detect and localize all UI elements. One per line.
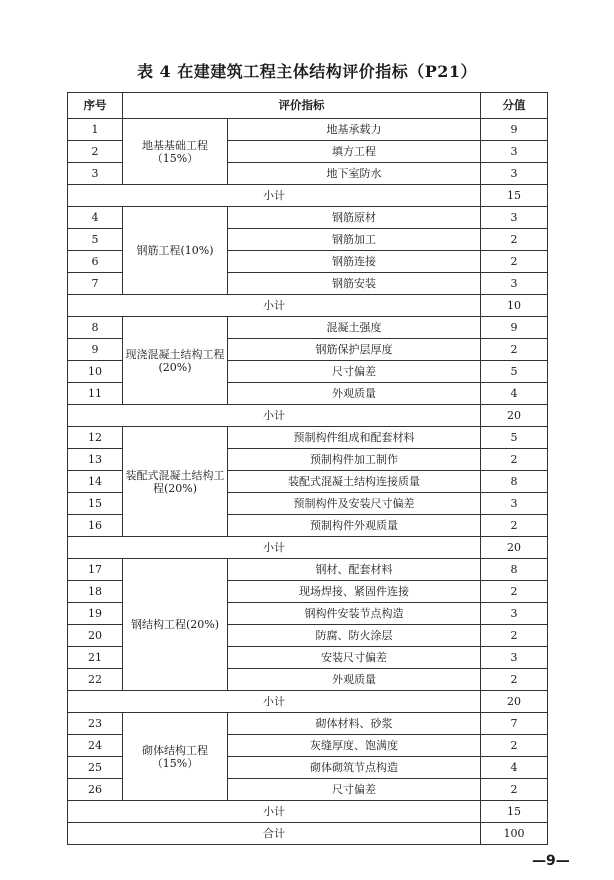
- indicator-item: 尺寸偏差: [228, 779, 481, 801]
- indicator-item: 装配式混凝土结构连接质量: [228, 471, 481, 493]
- indicator-item: 钢材、配套材料: [228, 559, 481, 581]
- table-body: [68, 119, 548, 845]
- row-number: 18: [68, 581, 123, 603]
- row-number: 5: [68, 229, 123, 251]
- indicator-item: 砌体材料、砂浆: [228, 713, 481, 735]
- score-value: 3: [481, 647, 548, 669]
- subtotal-row: [68, 691, 548, 713]
- score-value: 2: [481, 515, 548, 537]
- subtotal-value: 10: [481, 295, 548, 317]
- indicator-item: 尺寸偏差: [228, 361, 481, 383]
- indicator-item: 地下室防水: [228, 163, 481, 185]
- indicator-item: 现场焊接、紧固件连接: [228, 581, 481, 603]
- score-value: 8: [481, 559, 548, 581]
- score-value: 3: [481, 273, 548, 295]
- score-value: 2: [481, 625, 548, 647]
- subtotal-value: 15: [481, 801, 548, 823]
- subtotal-label: 小计: [68, 691, 481, 713]
- indicator-item: 钢筋安装: [228, 273, 481, 295]
- table-row: [68, 119, 548, 141]
- subtotal-label: 小计: [68, 801, 481, 823]
- header-indicator: 评价指标: [123, 93, 481, 119]
- category-cell: 装配式混凝土结构工程(20%): [123, 427, 228, 537]
- table-row: [68, 207, 548, 229]
- row-number: 24: [68, 735, 123, 757]
- subtotal-value: 20: [481, 691, 548, 713]
- page-title: 表 4 在建建筑工程主体结构评价指标（P21）: [136, 62, 478, 81]
- category-cell: 现浇混凝土结构工程(20%): [123, 317, 228, 405]
- table-header-row: [68, 93, 548, 119]
- score-value: 4: [481, 383, 548, 405]
- score-value: 2: [481, 735, 548, 757]
- subtotal-value: 20: [481, 405, 548, 427]
- row-number: 16: [68, 515, 123, 537]
- indicator-item: 钢筋加工: [228, 229, 481, 251]
- score-value: 3: [481, 141, 548, 163]
- subtotal-row: [68, 405, 548, 427]
- row-number: 20: [68, 625, 123, 647]
- subtotal-row: [68, 801, 548, 823]
- indicator-item: 外观质量: [228, 383, 481, 405]
- indicator-item: 填方工程: [228, 141, 481, 163]
- subtotal-row: [68, 537, 548, 559]
- evaluation-table: [67, 92, 548, 845]
- score-value: 2: [481, 449, 548, 471]
- indicator-item: 钢构件安装节点构造: [228, 603, 481, 625]
- subtotal-value: 15: [481, 185, 548, 207]
- row-number: 10: [68, 361, 123, 383]
- indicator-item: 钢筋保护层厚度: [228, 339, 481, 361]
- score-value: 8: [481, 471, 548, 493]
- indicator-item: 混凝土强度: [228, 317, 481, 339]
- score-value: 3: [481, 163, 548, 185]
- total-value: 100: [481, 823, 548, 845]
- category-cell: 钢结构工程(20%): [123, 559, 228, 691]
- score-value: 5: [481, 361, 548, 383]
- header-seq: 序号: [68, 93, 123, 119]
- row-number: 26: [68, 779, 123, 801]
- category-cell: 地基基础工程（15%）: [123, 119, 228, 185]
- subtotal-label: 小计: [68, 185, 481, 207]
- indicator-item: 安装尺寸偏差: [228, 647, 481, 669]
- category-cell: 钢筋工程(10%): [123, 207, 228, 295]
- row-number: 8: [68, 317, 123, 339]
- total-label: 合计: [68, 823, 481, 845]
- indicator-item: 防腐、防火涂层: [228, 625, 481, 647]
- indicator-item: 预制构件及安装尺寸偏差: [228, 493, 481, 515]
- score-value: 2: [481, 779, 548, 801]
- indicator-item: 钢筋连接: [228, 251, 481, 273]
- subtotal-row: [68, 295, 548, 317]
- row-number: 9: [68, 339, 123, 361]
- row-number: 12: [68, 427, 123, 449]
- score-value: 9: [481, 119, 548, 141]
- indicator-item: 钢筋原材: [228, 207, 481, 229]
- row-number: 22: [68, 669, 123, 691]
- indicator-item: 预制构件外观质量: [228, 515, 481, 537]
- table-row: [68, 427, 548, 449]
- indicator-item: 砌体砌筑节点构造: [228, 757, 481, 779]
- table-row: [68, 559, 548, 581]
- header-score: 分值: [481, 93, 548, 119]
- indicator-item: 灰缝厚度、饱满度: [228, 735, 481, 757]
- score-value: 2: [481, 581, 548, 603]
- row-number: 21: [68, 647, 123, 669]
- row-number: 1: [68, 119, 123, 141]
- total-row: [68, 823, 548, 845]
- row-number: 25: [68, 757, 123, 779]
- score-value: 3: [481, 207, 548, 229]
- score-value: 5: [481, 427, 548, 449]
- score-value: 2: [481, 251, 548, 273]
- subtotal-value: 20: [481, 537, 548, 559]
- table-row: [68, 317, 548, 339]
- row-number: 15: [68, 493, 123, 515]
- row-number: 13: [68, 449, 123, 471]
- category-cell: 砌体结构工程（15%）: [123, 713, 228, 801]
- score-value: 7: [481, 713, 548, 735]
- score-value: 2: [481, 229, 548, 251]
- subtotal-label: 小计: [68, 295, 481, 317]
- row-number: 14: [68, 471, 123, 493]
- row-number: 2: [68, 141, 123, 163]
- score-value: 2: [481, 339, 548, 361]
- indicator-item: 预制构件组成和配套材料: [228, 427, 481, 449]
- subtotal-label: 小计: [68, 537, 481, 559]
- score-value: 3: [481, 493, 548, 515]
- row-number: 11: [68, 383, 123, 405]
- row-number: 17: [68, 559, 123, 581]
- indicator-item: 外观质量: [228, 669, 481, 691]
- row-number: 3: [68, 163, 123, 185]
- subtotal-label: 小计: [68, 405, 481, 427]
- indicator-item: 地基承载力: [228, 119, 481, 141]
- score-value: 9: [481, 317, 548, 339]
- subtotal-row: [68, 185, 548, 207]
- score-value: 4: [481, 757, 548, 779]
- row-number: 7: [68, 273, 123, 295]
- score-value: 3: [481, 603, 548, 625]
- row-number: 23: [68, 713, 123, 735]
- page-number: —9—: [532, 853, 570, 869]
- score-value: 2: [481, 669, 548, 691]
- row-number: 6: [68, 251, 123, 273]
- indicator-item: 预制构件加工制作: [228, 449, 481, 471]
- row-number: 4: [68, 207, 123, 229]
- table-row: [68, 713, 548, 735]
- row-number: 19: [68, 603, 123, 625]
